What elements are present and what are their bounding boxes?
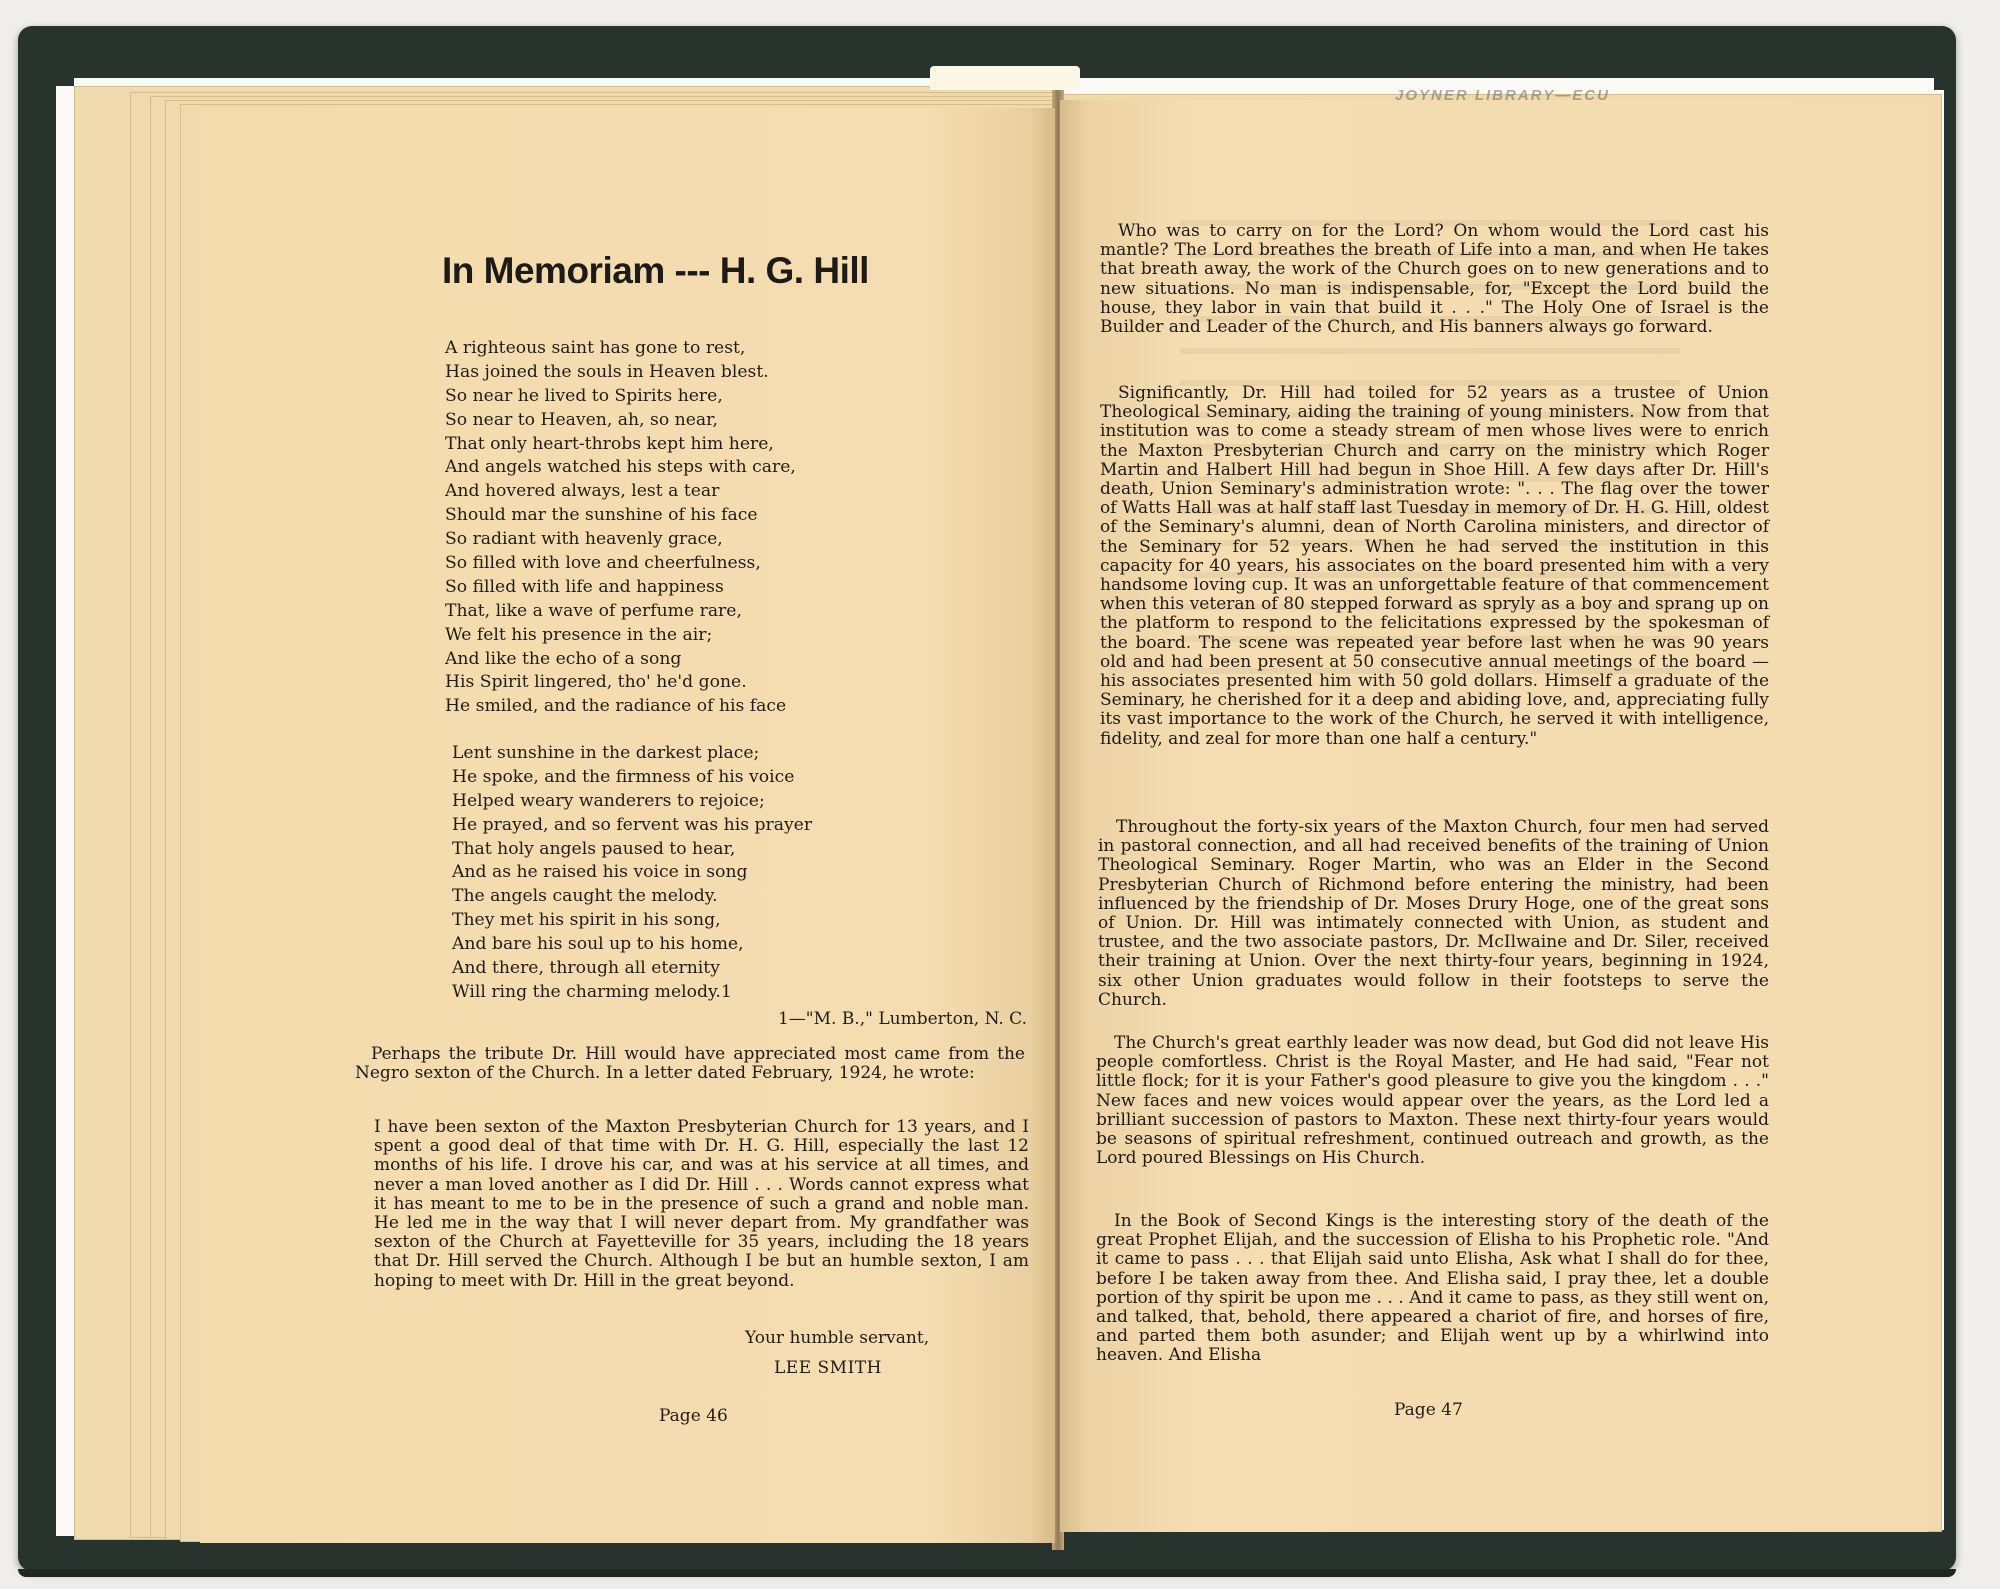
poem-line: Should mar the sunshine of his face — [445, 505, 758, 526]
letter-closing: Your humble servant, — [745, 1328, 930, 1348]
poem-line: And there, through all eternity — [452, 958, 720, 979]
poem-line: He smiled, and the radiance of his face — [445, 696, 787, 717]
poem-line: He spoke, and the firmness of his voice — [452, 766, 795, 787]
intro-paragraph: Perhaps the tribute Dr. Hill would have appreciated most came from the Negro sexton of the Church. In a letter dated February, 1924, he wrote: — [355, 1044, 1025, 1084]
page-title: In Memoriam --- H. G. Hill — [442, 250, 869, 291]
poem-line: He prayed, and so fervent was his prayer — [452, 814, 813, 835]
poem-stanza-1 — [445, 337, 875, 719]
poem-line: His Spirit lingered, tho' he'd gone. — [445, 672, 747, 693]
poem-line: That only heart-throbs kept him here, — [445, 433, 774, 454]
poem-line: And bare his soul up to his home, — [452, 934, 744, 955]
poem-line: That, like a wave of perfume rare, — [445, 600, 742, 621]
poem-line: Helped weary wanderers to rejoice; — [452, 790, 765, 811]
poem-line: So filled with life and happiness — [445, 576, 724, 597]
poem-stanza-2 — [452, 742, 882, 1005]
poem-line: So radiant with heavenly grace, — [445, 529, 723, 550]
sexton-letter: I have been sexton of the Maxton Presbyterian Church for 13 years, and I spent a good deal of that time with Dr. H. G. Hill, especially the last 12 months of his life. I drove his car, and was at his service at all times, and never a man loved another as I did Dr. Hill . . . Words cannot express what it has meant to me to be in the presence of such a grand and noble man. He led me in the way that I will never depart from. My grandfather was sexton of the Church at Fayetteville for 35 years, including the 18 years that Dr. Hill served the Church. Although I be but an humble sexton, I am hoping to meet with Dr. Hill in the great beyond. — [374, 1117, 1029, 1291]
poem-line: They met his spirit in his song, — [452, 910, 721, 931]
paragraph: Throughout the forty-six years of the Maxton Church, four men had served in pastoral connection, and all had received benefits of the training of Union Theological Seminary. Roger Martin, who was an Elder in the Second Presbyterian Church of Richmond before entering the ministry, had been influenced by the friendship of Dr. Moses Drury Hoge, one of the great sons of Union. Dr. Hill was intimately connected with Union, as student and trustee, and the two associate pastors, Dr. McIlwaine and Dr. Siler, received their training at Union. Over the next thirty-four years, beginning in 1924, six other Union graduates would follow in their footsteps to serve the Church. — [1098, 817, 1769, 1010]
page-number-right: Page 47 — [1394, 1400, 1463, 1420]
poem-line: Lent sunshine in the darkest place; — [452, 743, 760, 763]
poem-line: Has joined the souls in Heaven blest. — [445, 361, 769, 382]
paragraph: Significantly, Dr. Hill had toiled for 52 years as a trustee of Union Theological Seminary, aiding the training of young ministers. Now from that institution was to come a steady stream of men whose lives were to enrich the Maxton Presbyterian Church and carry on the ministry which Roger Martin and Halbert Hill had begun in Shoe Hill. A few days after Dr. Hill's death, Union Seminary's administration wrote: ". . . The flag over the tower of Watts Hall was at half staff last Tuesday in memory of Dr. H. G. Hill, oldest of the Seminary's alumni, dean of North Carolina ministers, and director of the Seminary for 52 years. When he had served the institution in this capacity for 40 years, his associates on the board presented him with a very handsome loving cup. It was an unforgettable feature of that commencement when this veteran of 80 stepped forward as spryly as a boy and sprang up on the platform to respond to the felicitations expressed by the spokesman of the board. The scene was repeated year before last when he was 90 years old and had been present at 50 consecutive annual meetings of the board — his associates presented him with 50 gold dollars. Himself a graduate of the Seminary, he cherished for it a deep and abiding love, and, appreciating fully its vast importance to the work of the Church, he served it with intelligence, fidelity, and zeal for more than one half a century." — [1100, 383, 1769, 749]
poem-line: And angels watched his steps with care, — [445, 457, 796, 478]
poem-line: So near he lived to Spirits here, — [445, 385, 723, 406]
paragraph: Who was to carry on for the Lord? On whom would the Lord cast his mantle? The Lord breathes the breath of Life into a man, and when He takes that breath away, the work of the Church goes on to new generations and to new situations. No man is indispensable, for, "Except the Lord build the house, they labor in vain that build it . . ." The Holy One of Israel is the Builder and Leader of the Church, and His banners always go forward. — [1100, 221, 1769, 338]
poem-line: We felt his presence in the air; — [445, 624, 713, 645]
poem-line: That holy angels paused to hear, — [452, 838, 736, 859]
cover-edge — [18, 1569, 1956, 1577]
poem-attribution: 1—"M. B.," Lumberton, N. C. — [777, 1009, 1027, 1029]
page-number-left: Page 46 — [659, 1406, 728, 1426]
poem-line: Will ring the charming melody.1 — [452, 981, 732, 1002]
poem-line: So near to Heaven, ah, so near, — [445, 409, 718, 430]
poem-line: The angels caught the melody. — [452, 886, 718, 907]
paragraph: In the Book of Second Kings is the interesting story of the death of the great Prophet Elijah, and the succession of Elisha to his Prophetic role. "And it came to pass . . . that Elijah said unto Elisha, Ask what I shall do for thee, before I be taken away from thee. And Elisha said, I pray thee, let a double portion of thy spirit be upon me . . . And it came to pass, as they still went on, and talked, that, behold, there appeared a chariot of fire, and horses of fire, and parted them both asunder; and Elijah went up by a whirlwind into heaven. And Elisha — [1096, 1211, 1769, 1366]
poem-line: And as he raised his voice in song — [452, 862, 748, 883]
library-stamp: JOYNER LIBRARY—ECU — [1395, 87, 1610, 104]
poem-line: A righteous saint has gone to rest, — [445, 338, 746, 358]
poem-line: And hovered always, lest a tear — [445, 481, 720, 502]
book-headband — [930, 66, 1080, 90]
paragraph: The Church's great earthly leader was now dead, but God did not leave His people comfortless. Christ is the Royal Master, and He had said, "Fear not little flock; for it is your Father's good pleasure to give you the kingdom . . ." New faces and new voices would appear over the years, as the Lord led a brilliant succession of pastors to Maxton. These next thirty-four years would be seasons of spiritual refreshment, continued outreach and growth, as the Lord poured Blessings on His Church. — [1096, 1033, 1769, 1169]
letter-signature: LEE SMITH — [774, 1358, 882, 1378]
poem-line: And like the echo of a song — [445, 648, 682, 669]
poem-line: So filled with love and cheerfulness, — [445, 553, 761, 574]
